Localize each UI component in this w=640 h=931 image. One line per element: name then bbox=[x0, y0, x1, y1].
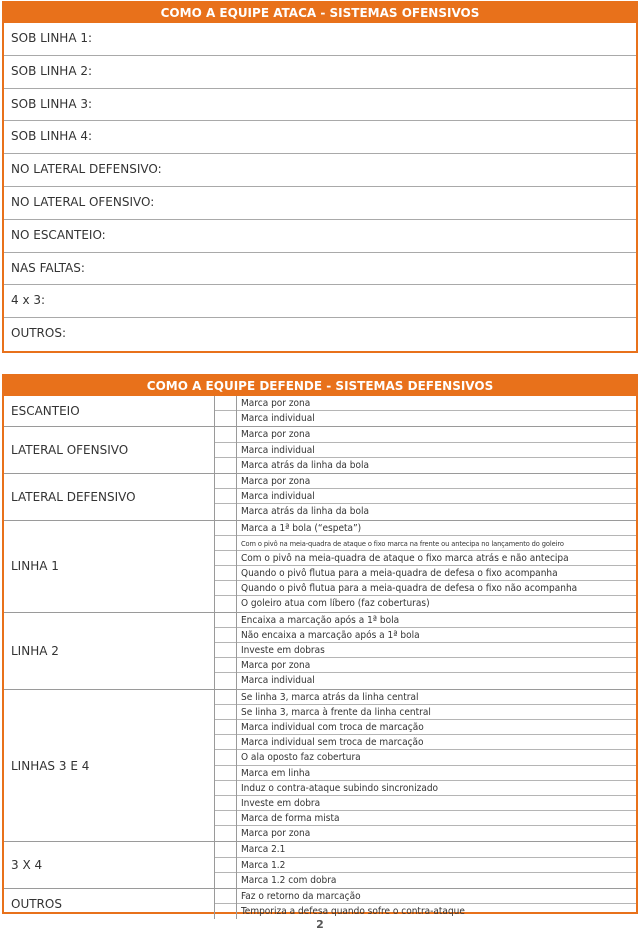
defense-group bbox=[4, 613, 636, 690]
checkbox-column bbox=[215, 427, 237, 473]
option-checkbox[interactable] bbox=[215, 826, 236, 841]
option-checkbox[interactable] bbox=[215, 443, 236, 458]
option-checkbox[interactable] bbox=[215, 858, 236, 873]
option-checkbox[interactable] bbox=[215, 596, 236, 611]
defense-group-label: LINHA 1 bbox=[4, 521, 215, 612]
option-label: Marca atrás da linha da bola bbox=[241, 459, 370, 471]
defense-group bbox=[4, 427, 636, 474]
option-checkbox[interactable] bbox=[215, 673, 236, 688]
offense-row[interactable]: SOB LINHA 1: bbox=[4, 23, 636, 56]
option-checkbox[interactable] bbox=[215, 566, 236, 581]
checkbox-column bbox=[215, 690, 237, 842]
defense-table bbox=[4, 396, 636, 919]
option-label: Quando o pivô flutua para a meia-quadra de defesa o fixo não acompanha bbox=[237, 581, 636, 596]
option-checkbox[interactable] bbox=[215, 811, 236, 826]
offense-row[interactable]: NO LATERAL OFENSIVO: bbox=[4, 187, 636, 220]
option-checkbox[interactable] bbox=[215, 613, 236, 628]
defense-section bbox=[2, 374, 638, 918]
option-checkbox[interactable] bbox=[215, 842, 236, 857]
option-checkbox[interactable] bbox=[215, 796, 236, 811]
option-label: Faz o retorno da marcação bbox=[237, 889, 636, 904]
offense-row[interactable]: SOB LINHA 3: bbox=[4, 89, 636, 122]
defense-group-label: OUTROS bbox=[4, 889, 215, 919]
checkbox-column bbox=[215, 396, 237, 426]
option-label: Marca por zona bbox=[237, 658, 636, 673]
option-label: Marca individual sem troca de marcação bbox=[237, 735, 636, 750]
option-list bbox=[237, 889, 636, 919]
option-checkbox[interactable] bbox=[215, 536, 236, 551]
defense-group bbox=[4, 474, 636, 521]
option-checkbox[interactable] bbox=[215, 750, 236, 765]
offense-title: COMO A EQUIPE ATACA - SISTEMAS OFENSIVOS bbox=[4, 3, 636, 23]
option-label: Marca em linha bbox=[237, 766, 636, 781]
option-checkbox[interactable] bbox=[215, 458, 236, 473]
option-label: Não encaixa a marcação após a 1ª bola bbox=[237, 628, 636, 643]
defense-group bbox=[4, 889, 636, 919]
defense-group bbox=[4, 842, 636, 889]
checkbox-column bbox=[215, 842, 237, 888]
option-label: Marca individual bbox=[241, 413, 315, 425]
option-label: Investe em dobra bbox=[237, 796, 636, 811]
offense-rows bbox=[4, 23, 636, 351]
option-list bbox=[237, 521, 636, 612]
option-checkbox[interactable] bbox=[215, 658, 236, 673]
option-label: Marca individual bbox=[237, 489, 636, 504]
option-label: Com o pivô na meia-quadra de ataque o fixo marca na frente ou antecipa no lançamento do goleiro bbox=[237, 536, 636, 551]
option-checkbox[interactable] bbox=[215, 735, 236, 750]
offense-row[interactable]: OUTROS: bbox=[11, 326, 67, 341]
defense-group-label: LINHAS 3 E 4 bbox=[4, 690, 215, 842]
option-checkbox[interactable] bbox=[215, 504, 236, 519]
checkbox-column bbox=[215, 521, 237, 612]
option-label: Temporiza a defesa quando sofre o contra-ataque bbox=[241, 906, 465, 918]
defense-group-label: 3 X 4 bbox=[4, 842, 215, 888]
offense-section bbox=[2, 1, 638, 353]
option-label: Marca 1.2 com dobra bbox=[241, 874, 337, 886]
option-list bbox=[237, 427, 636, 473]
option-checkbox[interactable] bbox=[215, 781, 236, 796]
option-label: Marca individual bbox=[237, 443, 636, 458]
defense-group-label: LATERAL DEFENSIVO bbox=[4, 474, 215, 520]
option-label: Investe em dobras bbox=[237, 643, 636, 658]
option-label: Marca por zona bbox=[237, 427, 636, 442]
option-label: Marca individual bbox=[241, 675, 315, 687]
defense-group bbox=[4, 690, 636, 843]
checkbox-column bbox=[215, 889, 237, 919]
option-checkbox[interactable] bbox=[215, 766, 236, 781]
defense-title: COMO A EQUIPE DEFENDE - SISTEMAS DEFENSIVOS bbox=[4, 376, 636, 396]
option-checkbox[interactable] bbox=[215, 705, 236, 720]
defense-group bbox=[4, 396, 636, 427]
option-checkbox[interactable] bbox=[215, 411, 236, 426]
option-label: Com o pivô na meia-quadra de ataque o fixo marca atrás e não antecipa bbox=[237, 551, 636, 566]
option-checkbox[interactable] bbox=[215, 427, 236, 442]
option-label: Marca por zona bbox=[237, 396, 636, 411]
option-checkbox[interactable] bbox=[215, 889, 236, 904]
checkbox-column bbox=[215, 474, 237, 520]
option-label: Induz o contra-ataque subindo sincronizado bbox=[237, 781, 636, 796]
option-checkbox[interactable] bbox=[215, 474, 236, 489]
option-label: Marca 2.1 bbox=[237, 842, 636, 857]
defense-group-label: ESCANTEIO bbox=[4, 396, 215, 426]
option-label: Marca a 1ª bola (“espeta”) bbox=[237, 521, 636, 536]
offense-row[interactable]: 4 x 3: bbox=[4, 285, 636, 318]
option-label: Se linha 3, marca atrás da linha central bbox=[237, 690, 636, 705]
option-label: Quando o pivô flutua para a meia-quadra de defesa o fixo acompanha bbox=[237, 566, 636, 581]
option-label: Marca por zona bbox=[241, 828, 311, 840]
option-list bbox=[237, 396, 636, 426]
offense-row[interactable]: NO ESCANTEIO: bbox=[4, 220, 636, 253]
option-label: Se linha 3, marca à frente da linha central bbox=[237, 705, 636, 720]
option-label: Marca individual com troca de marcação bbox=[237, 720, 636, 735]
option-list bbox=[237, 613, 636, 689]
option-label: Marca por zona bbox=[237, 474, 636, 489]
option-checkbox[interactable] bbox=[215, 521, 236, 536]
option-list bbox=[237, 474, 636, 520]
option-checkbox[interactable] bbox=[215, 720, 236, 735]
option-label: Marca atrás da linha da bola bbox=[241, 506, 370, 518]
option-list bbox=[237, 842, 636, 888]
option-checkbox[interactable] bbox=[215, 489, 236, 504]
option-checkbox[interactable] bbox=[215, 551, 236, 566]
option-label: Marca 1.2 bbox=[237, 858, 636, 873]
defense-group-label: LINHA 2 bbox=[4, 613, 215, 689]
offense-row[interactable]: NO LATERAL DEFENSIVO: bbox=[4, 154, 636, 187]
defense-group bbox=[4, 521, 636, 613]
option-checkbox[interactable] bbox=[215, 628, 236, 643]
defense-group-label: LATERAL OFENSIVO bbox=[4, 427, 215, 473]
option-label: O goleiro atua com líbero (faz coberturas) bbox=[241, 598, 430, 610]
offense-row[interactable]: SOB LINHA 2: bbox=[4, 56, 636, 89]
option-checkbox[interactable] bbox=[215, 873, 236, 888]
option-checkbox[interactable] bbox=[215, 690, 236, 705]
option-label: O ala oposto faz cobertura bbox=[237, 750, 636, 765]
offense-row[interactable]: SOB LINHA 4: bbox=[4, 121, 636, 154]
option-checkbox[interactable] bbox=[215, 396, 236, 411]
option-checkbox[interactable] bbox=[215, 643, 236, 658]
checkbox-column bbox=[215, 613, 237, 689]
page-number: 2 bbox=[316, 918, 324, 931]
option-label: Encaixa a marcação após a 1ª bola bbox=[237, 613, 636, 628]
offense-row[interactable]: NAS FALTAS: bbox=[4, 253, 636, 286]
option-checkbox[interactable] bbox=[215, 581, 236, 596]
option-label: Marca de forma mista bbox=[237, 811, 636, 826]
option-list bbox=[237, 690, 636, 842]
